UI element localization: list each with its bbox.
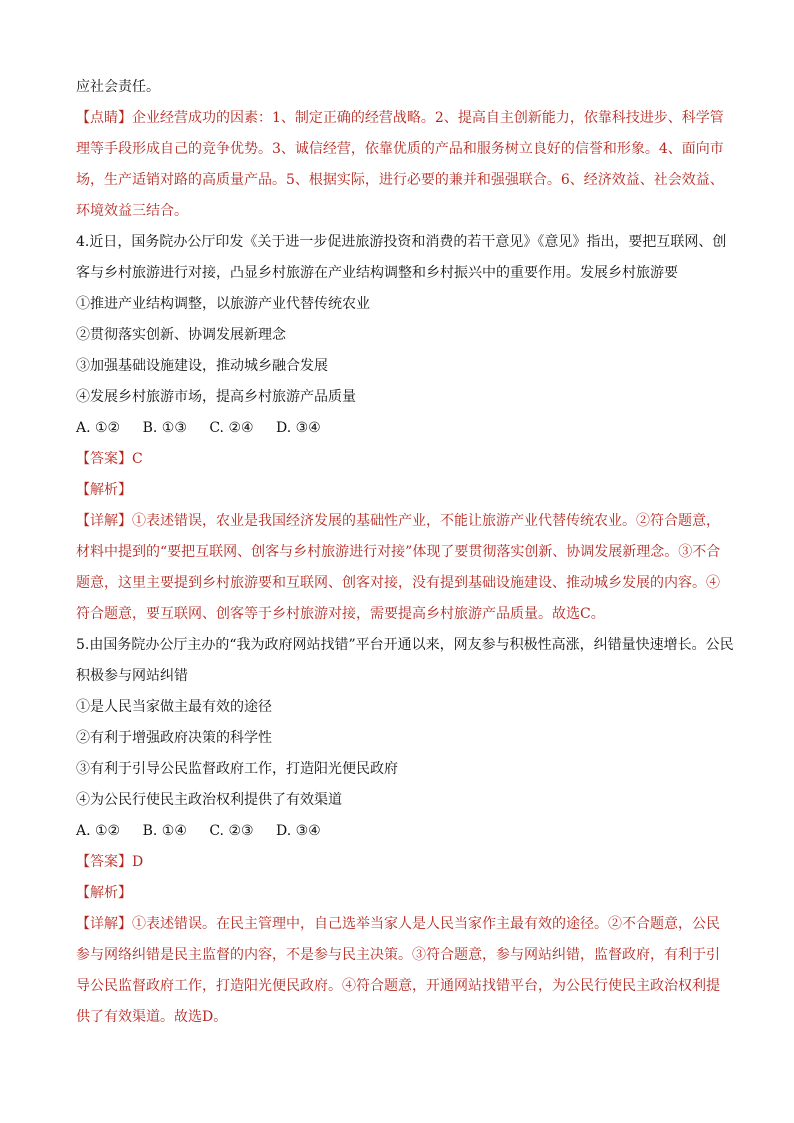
q5-stem-line-2: 积极参与网站纠错 [76,668,188,684]
q5-detail-line-3: 导公民监督政府工作，打造阳光便民政府。④符合题意，开通网站找错平台，为公民行使民主政治权利提 [76,978,720,994]
q4-detail-line-4: 符合题意，要互联网、创客等于乡村旅游对接，需要提高乡村旅游产品质量。故选C。 [76,606,605,622]
dianjing-line-1 [76,103,726,134]
q5-options [76,816,726,847]
q4-option-b: B. ①③ [142,420,187,436]
q4-stem-line-1: 4.近日，国务院办公厅印发《关于进一步促进旅游投资和消费的若干意见》《意见》指出，要把互联网、创 [76,234,727,250]
q4-answer-value: C [132,451,143,467]
q5-item-4: ④为公民行使民主政治权利提供了有效渠道 [76,792,342,808]
dianjing-text: 企业经营成功的因素：1、制定正确的经营战略。2、提高自主创新能力，依靠科技进步、科学管 [132,110,724,126]
intro-line: 应社会责任。 [76,79,160,95]
q4-item-4: ④发展乡村旅游市场，提高乡村旅游产品质量 [76,389,356,405]
q4-option-d: D. ③④ [276,420,321,436]
q5-option-b: B. ①④ [142,823,187,839]
document-page [76,72,734,1033]
q5-option-c: C. ②③ [209,823,254,839]
q4-options [76,413,726,444]
dianjing-line-2: 理等手段形成自己的竞争优势。3、诚信经营，依靠优质的产品和服务树立良好的信誉和形象。4、面向市 [76,141,724,157]
q4-option-c: C. ②④ [209,420,254,436]
dianjing-line-3: 场，生产适销对路的高质量产品。5、根据实际，进行必要的兼并和强强联合。6、经济效益、社会效益、 [76,172,724,188]
q4-detail-text: ①表述错误，农业是我国经济发展的基础性产业，不能让旅游产业代替传统农业。②符合题意， [132,513,720,529]
q5-detail-tag: 【详解】 [76,916,132,932]
q4-item-2: ②贯彻落实创新、协调发展新理念 [76,327,286,343]
q4-detail-line-3: 题意，这里主要提到乡村旅游要和互联网、创客对接，没有提到基础设施建设、推动城乡发展的内容。④ [76,575,720,591]
q5-detail-line-2: 参与网络纠错是民主监督的内容，不是参与民主决策。③符合题意，参与网站纠错，监督政府，有利于引 [76,947,720,963]
q5-analysis-tag: 【解析】 [76,885,132,901]
q4-analysis-tag: 【解析】 [76,482,132,498]
q5-detail-line-1 [76,909,726,940]
q4-item-1: ①推进产业结构调整，以旅游产业代替传统农业 [76,296,370,312]
q5-item-2: ②有利于增强政府决策的科学性 [76,730,272,746]
q5-answer-value: D [132,854,144,870]
q4-detail-tag: 【详解】 [76,513,132,529]
q5-item-1: ①是人民当家做主最有效的途径 [76,699,272,715]
q5-item-3: ③有利于引导公民监督政府工作，打造阳光便民政府 [76,761,398,777]
q5-answer-tag: 【答案】 [76,854,132,870]
q5-detail-line-4: 供了有效渠道。故选D。 [76,1009,228,1025]
q4-answer-tag: 【答案】 [76,451,132,467]
dianjing-line-4: 环境效益三结合。 [76,203,188,219]
q5-detail-text: ①表述错误。在民主管理中，自己选举当家人是人民当家作主最有效的途径。②不合题意，公民 [132,916,720,932]
q4-item-3: ③加强基础设施建设，推动城乡融合发展 [76,358,328,374]
dianjing-tag: 【点睛】 [76,110,132,126]
q4-stem-line-2: 客与乡村旅游进行对接，凸显乡村旅游在产业结构调整和乡村振兴中的重要作用。发展乡村旅游要 [76,265,678,281]
q4-detail-line-1 [76,506,726,537]
q5-option-d: D. ③④ [276,823,321,839]
q5-option-a: A. ①② [76,823,121,839]
q4-answer [76,444,726,475]
q5-answer [76,847,726,878]
q4-option-a: A. ①② [76,420,121,436]
q4-detail-line-2: 材料中提到的“要把互联网、创客与乡村旅游进行对接”体现了要贯彻落实创新、协调发展新理念。③不合 [76,544,721,560]
q5-stem-line-1: 5.由国务院办公厅主办的“我为政府网站找错”平台开通以来，网友参与积极性高涨，纠错量快速增长。公民 [76,637,734,653]
